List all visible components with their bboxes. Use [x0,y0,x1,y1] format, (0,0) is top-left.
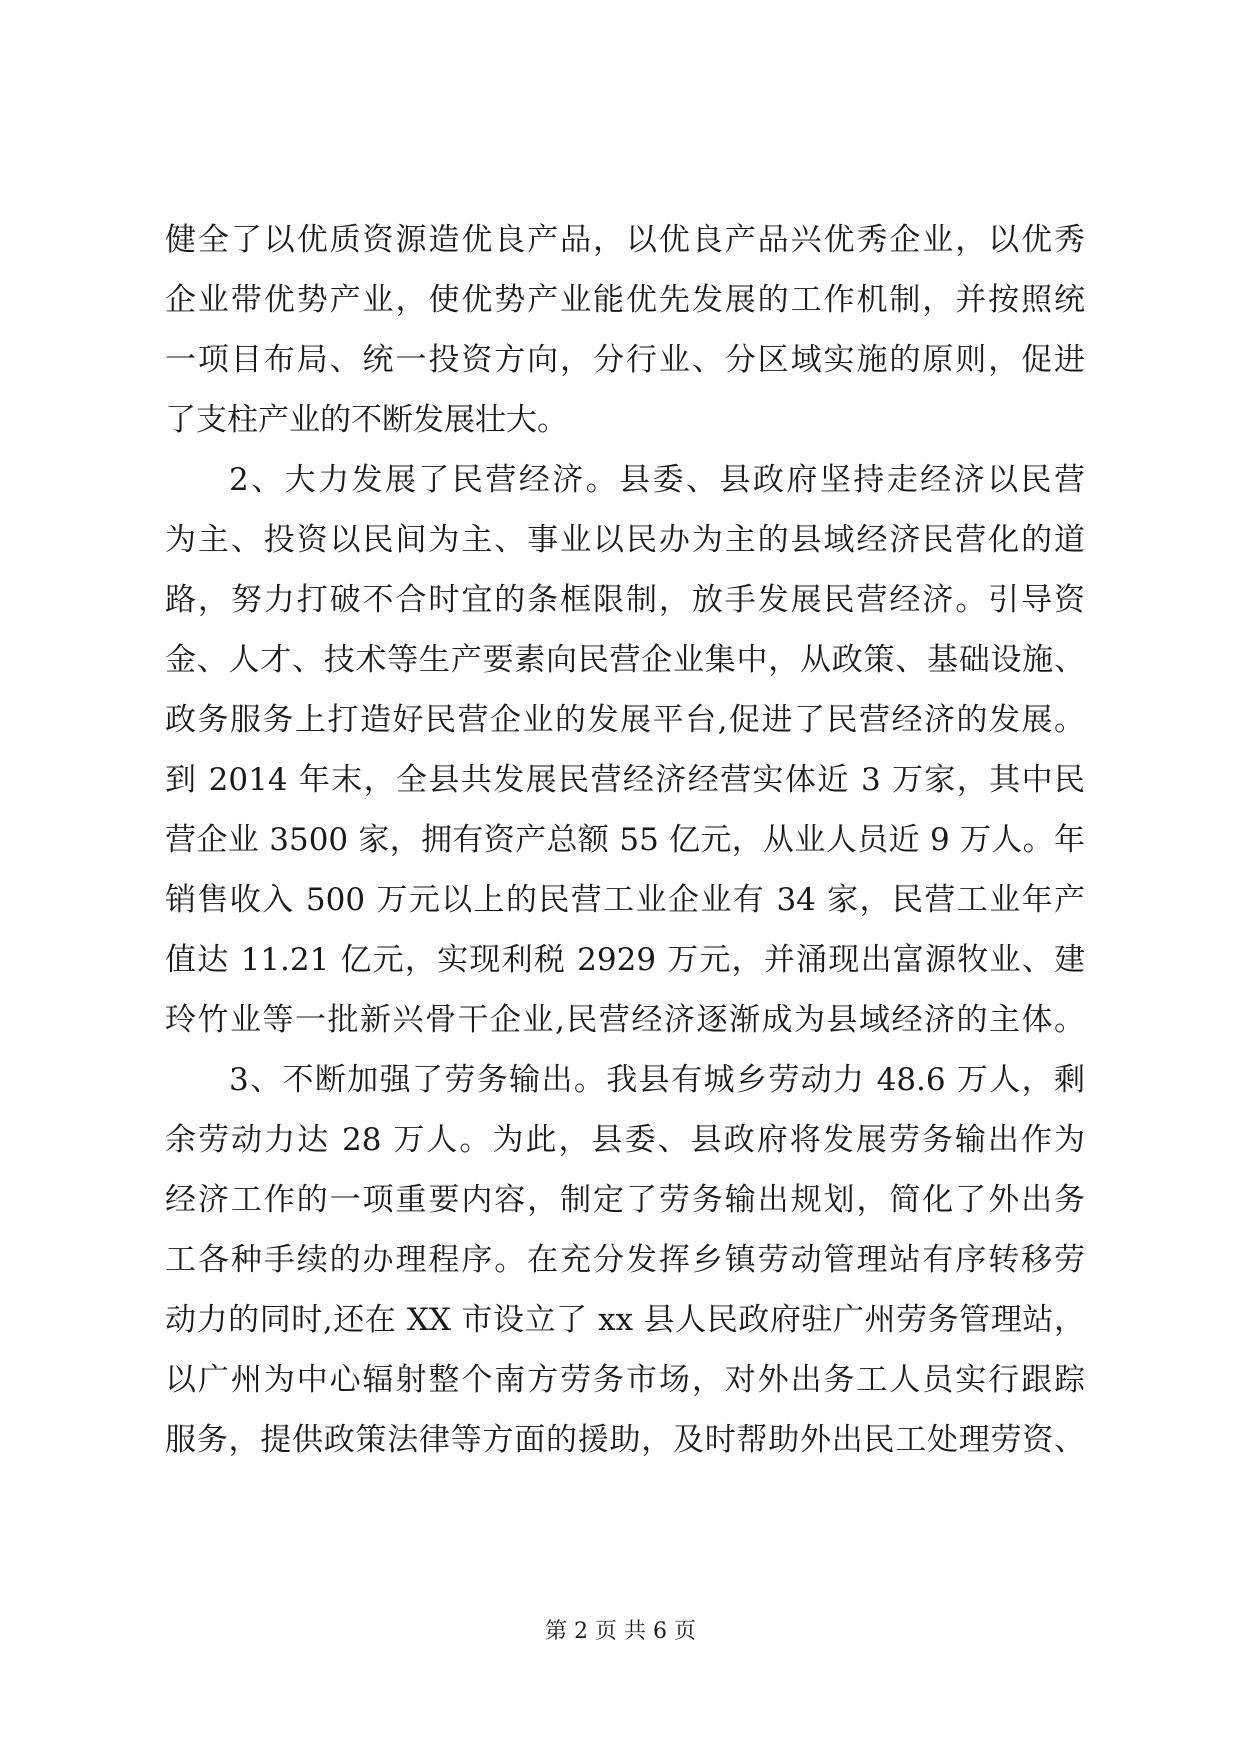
text-line: 到 2014 年末，全县共发展民营经济经营实体近 3 万家，其中民 [165,762,1085,798]
text-line: 值达 11.21 亿元，实现利税 2929 万元，并涌现出富源牧业、建 [165,942,1085,978]
text-line: 2、大力发展了民营经济。县委、县政府坚持走经济以民营 [229,462,1085,498]
text-line: 了支柱产业的不断发展壮大。 [165,402,568,438]
page-number-label: 第 2 页 共 6 页 [545,1619,696,1644]
text-line: 营企业 3500 家，拥有资产总额 55 亿元，从业人员近 9 万人。年 [165,822,1085,858]
text-line: 经济工作的一项重要内容，制定了劳务输出规划，简化了外出务 [165,1182,1085,1218]
text-line: 路，努力打破不合时宜的条框限制，放手发展民营经济。引导资 [165,582,1085,618]
text-line: 健全了以优质资源造优良产品，以优良产品兴优秀企业，以优秀 [165,222,1085,258]
text-line: 余劳动力达 28 万人。为此，县委、县政府将发展劳务输出作为 [165,1122,1085,1158]
text-line: 为主、投资以民间为主、事业以民办为主的县域经济民营化的道 [165,522,1085,558]
text-line: 玲竹业等一批新兴骨干企业,民营经济逐渐成为县域经济的主体。 [165,1002,1085,1038]
text-line: 以广州为中心辐射整个南方劳务市场，对外出务工人员实行跟踪 [165,1362,1085,1398]
paragraph-2 [165,450,1085,1050]
text-line: 政务服务上打造好民营企业的发展平台,促进了民营经济的发展。 [165,702,1085,738]
text-line: 动力的同时,还在 XX 市设立了 xx 县人民政府驻广州劳务管理站， [165,1302,1085,1338]
text-line: 金、人才、技术等生产要素向民营企业集中，从政策、基础设施、 [165,642,1085,678]
text-line: 工各种手续的办理程序。在充分发挥乡镇劳动管理站有序转移劳 [165,1242,1085,1278]
text-line: 服务，提供政策法律等方面的援助，及时帮助外出民工处理劳资、 [165,1422,1085,1458]
paragraph-3 [165,1050,1085,1470]
body-text [165,210,1085,1470]
text-line: 一项目布局、统一投资方向，分行业、分区域实施的原则，促进 [165,342,1085,378]
text-line: 企业带优势产业，使优势产业能优先发展的工作机制，并按照统 [165,282,1085,318]
page-footer [0,1614,1241,1645]
paragraph-1 [165,210,1085,450]
text-line: 3、不断加强了劳务输出。我县有城乡劳动力 48.6 万人，剩 [229,1062,1085,1098]
text-line: 销售收入 500 万元以上的民营工业企业有 34 家，民营工业年产 [165,882,1085,918]
